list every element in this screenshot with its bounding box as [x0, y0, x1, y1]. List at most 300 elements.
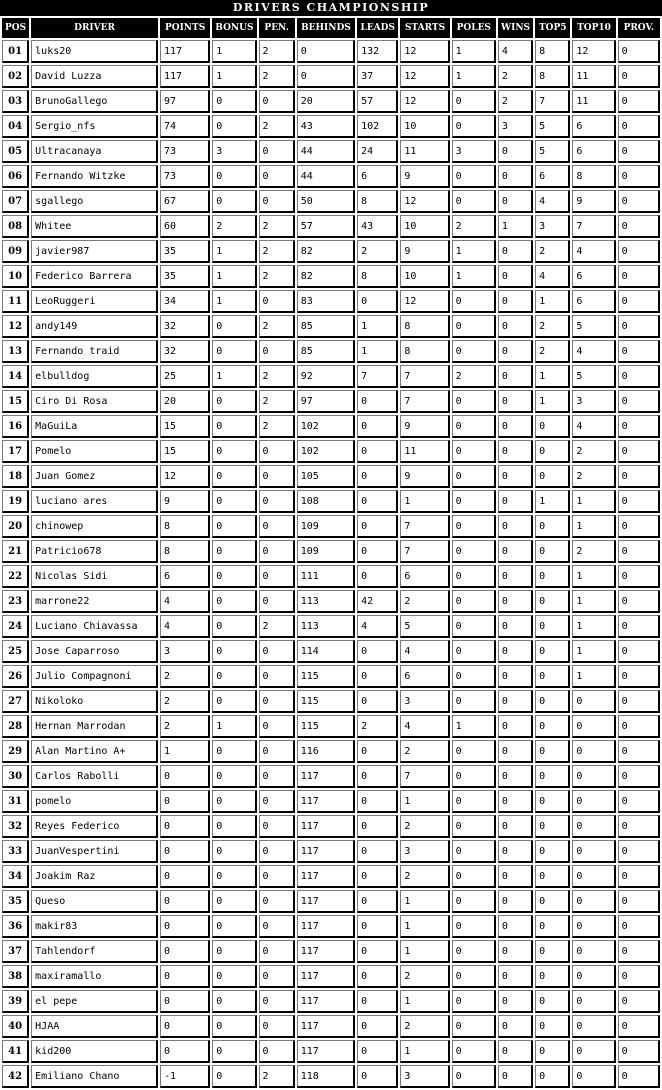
column-header-driver: DRIVER: [31, 18, 158, 38]
cell-penalty: 0: [259, 865, 295, 888]
cell-top5: 0: [535, 990, 570, 1013]
cell-starts: 8: [400, 340, 449, 363]
cell-behinds: 0: [297, 65, 355, 88]
cell-poles: 1: [452, 715, 496, 738]
table-row: [2, 165, 660, 188]
header-row: [2, 18, 660, 38]
cell-starts: 2: [400, 590, 449, 613]
column-header-top5: TOP5: [535, 18, 570, 38]
cell-prov: 0: [618, 965, 660, 988]
cell-poles: 1: [452, 240, 496, 263]
cell-prov: 0: [618, 1065, 660, 1088]
cell-penalty: 2: [259, 615, 295, 638]
cell-pos: 32: [2, 815, 29, 838]
cell-poles: 0: [452, 890, 496, 913]
cell-bonus: 1: [212, 65, 256, 88]
cell-prov: 0: [618, 490, 660, 513]
cell-bonus: 2: [212, 215, 256, 238]
cell-points: 1: [160, 740, 210, 763]
cell-top10: 6: [572, 265, 615, 288]
cell-bonus: 1: [212, 715, 256, 738]
cell-pos: 16: [2, 415, 29, 438]
cell-bonus: 0: [212, 490, 256, 513]
cell-top5: 0: [535, 690, 570, 713]
cell-top10: 9: [572, 190, 615, 213]
table-row: [2, 965, 660, 988]
cell-bonus: 0: [212, 1065, 256, 1088]
cell-penalty: 0: [259, 440, 295, 463]
cell-behinds: 50: [297, 190, 355, 213]
cell-points: 2: [160, 665, 210, 688]
cell-leads: 0: [357, 640, 398, 663]
cell-pos: 15: [2, 390, 29, 413]
cell-penalty: 0: [259, 790, 295, 813]
cell-pos: 22: [2, 565, 29, 588]
cell-prov: 0: [618, 665, 660, 688]
cell-top5: 0: [535, 440, 570, 463]
cell-prov: 0: [618, 215, 660, 238]
cell-wins: 0: [498, 140, 533, 163]
cell-top5: 7: [535, 90, 570, 113]
cell-behinds: 117: [297, 1040, 355, 1063]
cell-pos: 13: [2, 340, 29, 363]
cell-top10: 8: [572, 165, 615, 188]
table-row: [2, 890, 660, 913]
cell-penalty: 2: [259, 65, 295, 88]
cell-points: 0: [160, 790, 210, 813]
cell-wins: 0: [498, 365, 533, 388]
cell-behinds: 92: [297, 365, 355, 388]
cell-penalty: 0: [259, 890, 295, 913]
cell-penalty: 2: [259, 315, 295, 338]
cell-pos: 23: [2, 590, 29, 613]
cell-poles: 0: [452, 490, 496, 513]
cell-top5: 0: [535, 665, 570, 688]
cell-driver: David Luzza: [31, 65, 158, 88]
cell-pos: 01: [2, 40, 29, 63]
cell-poles: 0: [452, 415, 496, 438]
table-row: [2, 940, 660, 963]
cell-points: 0: [160, 1040, 210, 1063]
cell-behinds: 97: [297, 390, 355, 413]
cell-penalty: 0: [259, 715, 295, 738]
cell-pos: 29: [2, 740, 29, 763]
cell-penalty: 2: [259, 265, 295, 288]
cell-leads: 0: [357, 865, 398, 888]
cell-top10: 0: [572, 790, 615, 813]
cell-bonus: 0: [212, 190, 256, 213]
cell-top10: 1: [572, 590, 615, 613]
cell-points: 34: [160, 290, 210, 313]
cell-top10: 6: [572, 115, 615, 138]
cell-leads: 0: [357, 840, 398, 863]
cell-top10: 0: [572, 1065, 615, 1088]
cell-penalty: 0: [259, 590, 295, 613]
cell-top10: 0: [572, 715, 615, 738]
cell-driver: kid200: [31, 1040, 158, 1063]
cell-top10: 11: [572, 65, 615, 88]
cell-bonus: 0: [212, 165, 256, 188]
table-row: [2, 315, 660, 338]
cell-bonus: 0: [212, 515, 256, 538]
cell-leads: 0: [357, 940, 398, 963]
cell-penalty: 0: [259, 565, 295, 588]
cell-penalty: 0: [259, 965, 295, 988]
cell-wins: 0: [498, 415, 533, 438]
cell-driver: MaGuiLa: [31, 415, 158, 438]
cell-penalty: 0: [259, 490, 295, 513]
cell-behinds: 117: [297, 965, 355, 988]
cell-bonus: 0: [212, 115, 256, 138]
cell-wins: 0: [498, 915, 533, 938]
cell-starts: 7: [400, 365, 449, 388]
cell-penalty: 0: [259, 290, 295, 313]
cell-top5: 0: [535, 740, 570, 763]
cell-bonus: 1: [212, 265, 256, 288]
cell-leads: 2: [357, 715, 398, 738]
cell-poles: 1: [452, 40, 496, 63]
cell-poles: 0: [452, 115, 496, 138]
cell-prov: 0: [618, 90, 660, 113]
cell-behinds: 82: [297, 240, 355, 263]
cell-top5: 4: [535, 265, 570, 288]
cell-bonus: 0: [212, 865, 256, 888]
cell-pos: 18: [2, 465, 29, 488]
cell-bonus: 0: [212, 840, 256, 863]
table-row: [2, 415, 660, 438]
cell-penalty: 0: [259, 765, 295, 788]
cell-behinds: 117: [297, 865, 355, 888]
cell-leads: 0: [357, 515, 398, 538]
cell-driver: BrunoGallego: [31, 90, 158, 113]
table-row: [2, 265, 660, 288]
table-row: [2, 490, 660, 513]
cell-pos: 14: [2, 365, 29, 388]
cell-points: 35: [160, 265, 210, 288]
cell-bonus: 0: [212, 665, 256, 688]
column-header-pos: POS: [2, 18, 29, 38]
cell-prov: 0: [618, 765, 660, 788]
cell-starts: 12: [400, 40, 449, 63]
cell-poles: 0: [452, 465, 496, 488]
cell-top10: 12: [572, 40, 615, 63]
cell-prov: 0: [618, 115, 660, 138]
cell-starts: 4: [400, 715, 449, 738]
cell-penalty: 0: [259, 90, 295, 113]
cell-prov: 0: [618, 440, 660, 463]
cell-poles: 3: [452, 140, 496, 163]
table-row: [2, 790, 660, 813]
cell-points: 0: [160, 890, 210, 913]
cell-leads: 0: [357, 440, 398, 463]
cell-bonus: 0: [212, 940, 256, 963]
cell-behinds: 117: [297, 840, 355, 863]
cell-wins: 3: [498, 115, 533, 138]
table-row: [2, 540, 660, 563]
cell-leads: 43: [357, 215, 398, 238]
cell-pos: 17: [2, 440, 29, 463]
cell-pos: 05: [2, 140, 29, 163]
cell-driver: LeoRuggeri: [31, 290, 158, 313]
cell-behinds: 115: [297, 665, 355, 688]
cell-behinds: 85: [297, 340, 355, 363]
cell-top10: 1: [572, 515, 615, 538]
cell-prov: 0: [618, 615, 660, 638]
column-header-poles: POLES: [452, 18, 496, 38]
cell-top10: 1: [572, 565, 615, 588]
cell-bonus: 1: [212, 40, 256, 63]
cell-wins: 2: [498, 65, 533, 88]
cell-behinds: 113: [297, 590, 355, 613]
standings-table: [0, 16, 662, 1090]
cell-poles: 0: [452, 315, 496, 338]
cell-poles: 0: [452, 515, 496, 538]
cell-starts: 8: [400, 315, 449, 338]
cell-bonus: 1: [212, 290, 256, 313]
cell-points: 32: [160, 315, 210, 338]
table-row: [2, 865, 660, 888]
column-header-top10: TOP10: [572, 18, 615, 38]
cell-top5: 0: [535, 715, 570, 738]
cell-top5: 0: [535, 965, 570, 988]
cell-bonus: 0: [212, 1015, 256, 1038]
cell-top5: 1: [535, 490, 570, 513]
cell-wins: 4: [498, 40, 533, 63]
cell-top10: 5: [572, 315, 615, 338]
cell-behinds: 118: [297, 1065, 355, 1088]
cell-points: 6: [160, 565, 210, 588]
cell-leads: 0: [357, 740, 398, 763]
cell-prov: 0: [618, 890, 660, 913]
cell-starts: 12: [400, 190, 449, 213]
cell-starts: 6: [400, 565, 449, 588]
cell-prov: 0: [618, 915, 660, 938]
cell-bonus: 0: [212, 315, 256, 338]
cell-prov: 0: [618, 690, 660, 713]
cell-pos: 36: [2, 915, 29, 938]
cell-top10: 0: [572, 990, 615, 1013]
cell-bonus: 0: [212, 690, 256, 713]
cell-top10: 4: [572, 415, 615, 438]
cell-driver: Pomelo: [31, 440, 158, 463]
cell-top5: 0: [535, 765, 570, 788]
cell-prov: 0: [618, 265, 660, 288]
cell-starts: 2: [400, 865, 449, 888]
cell-points: 32: [160, 340, 210, 363]
table-row: [2, 915, 660, 938]
cell-points: 0: [160, 815, 210, 838]
cell-poles: 0: [452, 390, 496, 413]
cell-driver: marrone22: [31, 590, 158, 613]
cell-top10: 1: [572, 665, 615, 688]
cell-behinds: 82: [297, 265, 355, 288]
cell-poles: 0: [452, 340, 496, 363]
cell-top10: 4: [572, 240, 615, 263]
cell-prov: 0: [618, 65, 660, 88]
table-row: [2, 590, 660, 613]
cell-poles: 0: [452, 740, 496, 763]
table-row: [2, 565, 660, 588]
cell-penalty: 0: [259, 665, 295, 688]
cell-penalty: 0: [259, 540, 295, 563]
cell-points: 25: [160, 365, 210, 388]
cell-top5: 5: [535, 115, 570, 138]
cell-behinds: 83: [297, 290, 355, 313]
cell-behinds: 44: [297, 165, 355, 188]
cell-wins: 0: [498, 540, 533, 563]
cell-pos: 30: [2, 765, 29, 788]
cell-pos: 24: [2, 615, 29, 638]
column-header-bonus: BONUS: [212, 18, 256, 38]
cell-starts: 1: [400, 990, 449, 1013]
cell-bonus: 0: [212, 790, 256, 813]
cell-pos: 25: [2, 640, 29, 663]
table-row: [2, 1065, 660, 1088]
cell-leads: 1: [357, 315, 398, 338]
cell-starts: 12: [400, 90, 449, 113]
table-row: [2, 215, 660, 238]
cell-driver: andy149: [31, 315, 158, 338]
table-row: [2, 690, 660, 713]
cell-driver: pomelo: [31, 790, 158, 813]
cell-poles: 0: [452, 1065, 496, 1088]
cell-prov: 0: [618, 465, 660, 488]
cell-prov: 0: [618, 990, 660, 1013]
cell-top10: 0: [572, 865, 615, 888]
standings-body: [2, 40, 660, 1088]
cell-pos: 31: [2, 790, 29, 813]
cell-leads: 1: [357, 340, 398, 363]
cell-wins: 0: [498, 165, 533, 188]
cell-poles: 0: [452, 815, 496, 838]
cell-behinds: 117: [297, 1015, 355, 1038]
cell-top5: 1: [535, 390, 570, 413]
cell-wins: 0: [498, 390, 533, 413]
table-row: [2, 390, 660, 413]
cell-points: 4: [160, 615, 210, 638]
cell-top10: 0: [572, 815, 615, 838]
cell-prov: 0: [618, 590, 660, 613]
table-row: [2, 740, 660, 763]
cell-bonus: 0: [212, 765, 256, 788]
cell-behinds: 105: [297, 465, 355, 488]
cell-top5: 0: [535, 840, 570, 863]
cell-points: 73: [160, 165, 210, 188]
cell-driver: Ciro Di Rosa: [31, 390, 158, 413]
cell-top10: 6: [572, 140, 615, 163]
cell-penalty: 2: [259, 215, 295, 238]
cell-wins: 0: [498, 865, 533, 888]
cell-driver: Hernan Marrodan: [31, 715, 158, 738]
cell-points: 15: [160, 415, 210, 438]
cell-wins: 0: [498, 190, 533, 213]
cell-wins: 0: [498, 740, 533, 763]
table-row: [2, 90, 660, 113]
cell-driver: chinowep: [31, 515, 158, 538]
cell-poles: 0: [452, 1015, 496, 1038]
cell-prov: 0: [618, 240, 660, 263]
cell-poles: 0: [452, 540, 496, 563]
cell-leads: 0: [357, 690, 398, 713]
cell-starts: 11: [400, 140, 449, 163]
cell-behinds: 102: [297, 440, 355, 463]
cell-behinds: 117: [297, 815, 355, 838]
cell-behinds: 20: [297, 90, 355, 113]
cell-driver: Luciano Chiavassa: [31, 615, 158, 638]
cell-behinds: 108: [297, 490, 355, 513]
table-row: [2, 990, 660, 1013]
cell-points: -1: [160, 1065, 210, 1088]
cell-leads: 6: [357, 165, 398, 188]
cell-behinds: 115: [297, 690, 355, 713]
cell-bonus: 0: [212, 1040, 256, 1063]
column-header-penalty: PEN.: [259, 18, 295, 38]
cell-wins: 0: [498, 565, 533, 588]
column-header-starts: STARTS: [400, 18, 449, 38]
cell-pos: 07: [2, 190, 29, 213]
cell-top5: 1: [535, 365, 570, 388]
table-row: [2, 1040, 660, 1063]
cell-pos: 21: [2, 540, 29, 563]
cell-wins: 0: [498, 790, 533, 813]
cell-prov: 0: [618, 815, 660, 838]
cell-wins: 0: [498, 515, 533, 538]
cell-bonus: 3: [212, 140, 256, 163]
cell-top5: 0: [535, 1040, 570, 1063]
cell-penalty: 0: [259, 815, 295, 838]
cell-top5: 6: [535, 165, 570, 188]
cell-top10: 0: [572, 965, 615, 988]
cell-leads: 57: [357, 90, 398, 113]
cell-starts: 12: [400, 65, 449, 88]
cell-leads: 0: [357, 890, 398, 913]
cell-top5: 0: [535, 590, 570, 613]
table-row: [2, 290, 660, 313]
cell-driver: Tahlendorf: [31, 940, 158, 963]
cell-penalty: 0: [259, 165, 295, 188]
cell-prov: 0: [618, 540, 660, 563]
table-row: [2, 665, 660, 688]
table-row: [2, 840, 660, 863]
cell-bonus: 0: [212, 90, 256, 113]
cell-top5: 8: [535, 40, 570, 63]
cell-pos: 40: [2, 1015, 29, 1038]
table-row: [2, 190, 660, 213]
cell-poles: 2: [452, 215, 496, 238]
cell-top10: 0: [572, 1040, 615, 1063]
cell-pos: 37: [2, 940, 29, 963]
cell-poles: 0: [452, 90, 496, 113]
cell-poles: 0: [452, 190, 496, 213]
cell-starts: 1: [400, 1040, 449, 1063]
cell-leads: 42: [357, 590, 398, 613]
cell-pos: 27: [2, 690, 29, 713]
cell-driver: Jose Caparroso: [31, 640, 158, 663]
cell-top10: 0: [572, 940, 615, 963]
cell-wins: 2: [498, 90, 533, 113]
cell-penalty: 0: [259, 990, 295, 1013]
cell-starts: 2: [400, 1015, 449, 1038]
cell-driver: maxiramallo: [31, 965, 158, 988]
cell-starts: 1: [400, 940, 449, 963]
cell-top10: 1: [572, 490, 615, 513]
cell-prov: 0: [618, 290, 660, 313]
cell-pos: 39: [2, 990, 29, 1013]
cell-points: 0: [160, 865, 210, 888]
cell-pos: 03: [2, 90, 29, 113]
cell-wins: 0: [498, 315, 533, 338]
table-row: [2, 240, 660, 263]
